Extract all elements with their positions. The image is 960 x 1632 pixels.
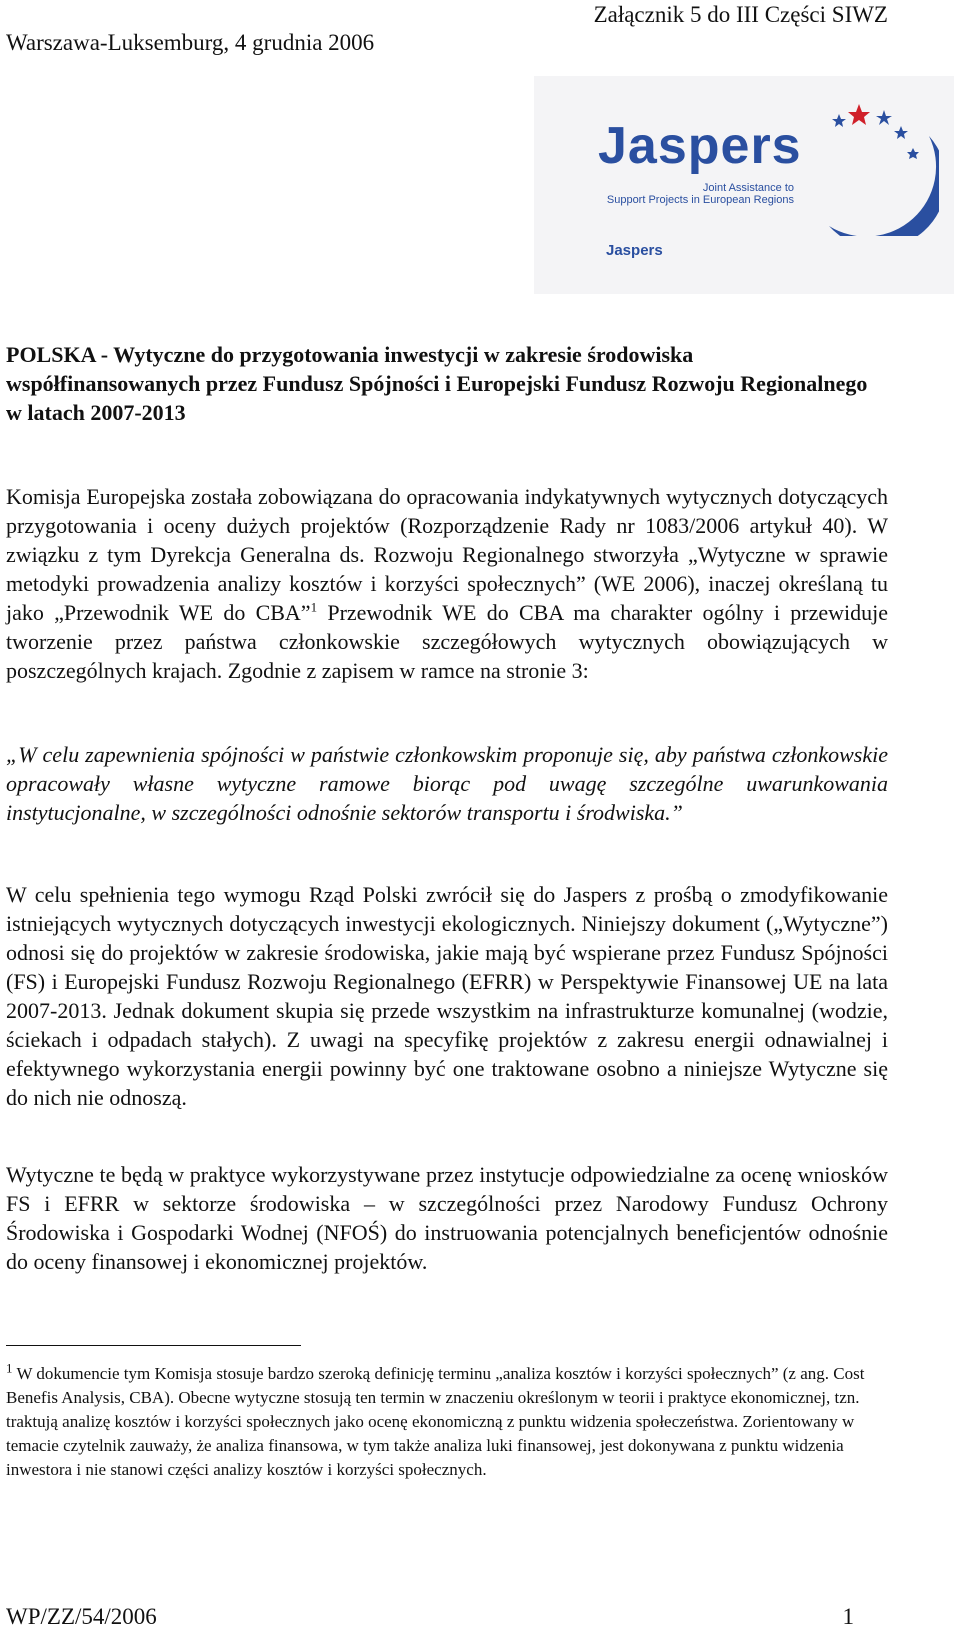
- logo-tagline: [574, 182, 794, 206]
- document-title: POLSKA - Wytyczne do przygotowania inwestycji w zakresie środowiska współfinansowanych przez Fundusz Spójności i Europejski Fundusz Rozwoju Regionalnego w latach 2007-2013: [6, 342, 868, 425]
- paragraph-intro-part1: Komisja Europejska została zobowiązana do opracowania indykatywnych wytycznych dotyczących przygotowania i oceny dużych projektów (Rozporządzenie Rady nr 1083/2006 artykuł 40). W związku z tym Dyrekcja Generalna ds. Rozwoju Regionalnego stworzyła „Wytyczne w sprawie metodyki prowadzenia analizy kosztów i korzyści społecznych” (WE 2006), inaczej określaną tu jako „Przewodnik WE do CBA”: [6, 484, 888, 625]
- annex-label: Załącznik 5 do III Części SIWZ: [593, 2, 888, 27]
- logo-tagline-line2: Support Projects in European Regions: [606, 194, 794, 206]
- page-number: 1: [842, 1604, 854, 1629]
- paragraph-usage: Wytyczne te będą w praktyce wykorzystywane przez instytucje odpowiedzialne za ocenę wniosków FS i EFRR w sektorze środowiska – w szczególności przez Narodowy Fundusz Ochrony Środowiska i Gospodarki Wodnej (NFOŚ) do instruowania potencjalnych beneficjentów odnośnie do oceny finansowej i ekonomicznej projektów.: [6, 1162, 888, 1274]
- logo-small-wordmark: Jaspers: [606, 242, 663, 259]
- paragraph-intro-part2: Przewodnik WE do CBA ma charakter ogólny i przewiduje tworzenie przez państwa członkowskie szczegółowych wytycznych obowiązujących w poszczególnych krajach. Zgodnie z zapisem w ramce na stronie 3:: [6, 600, 888, 683]
- quoted-guideline: „W celu zapewnienia spójności w państwie członkowskim proponuje się, aby państwa członkowskie opracowały własne wytyczne ramowe biorąc pod uwagę szczególne uwarunkowania instytucjonalne, w szczególności odnośnie sektorów transportu i środwiska.”: [6, 742, 888, 825]
- footnote-reference: 1: [310, 599, 318, 615]
- small-crescent-icon: [672, 236, 688, 258]
- place-date: Warszawa-Luksemburg, 4 grudnia 2006: [6, 30, 375, 55]
- footnote-marker: 1: [6, 1360, 13, 1376]
- paragraph-requirement: W celu spełnienia tego wymogu Rząd Polski zwrócił się do Jaspers z prośbą o zmodyfikowanie istniejących wytycznych dotyczących inwestycji ekologicznych. Niniejszy dokument („Wytyczne”) odnosi się do projektów w zakresie środowiska, jakie mają być wspierane przez Fundusz Spójności (FS) i Europejski Fundusz Rozwoju Regionalnego (EFRR) w Perspektywie Finansowej UE na lata 2007-2013. Jednak dokument skupia się przede wszystkim na infrastrukturze komunalnej (wodzie, ściekach i odpadach stałych). Z uwagi na specyfikę projektów z zakresu energii odnawialnej i efektywnego wykorzystania energii powinny być one traktowane osobno a niniejsze Wytyczne się do nich nie odnoszą.: [6, 882, 888, 1110]
- logo-wordmark: Jaspers: [598, 117, 802, 175]
- paragraph-intro: [6, 482, 888, 685]
- logo-tagline-line1: Joint Assistance to: [702, 182, 794, 194]
- footnote: [6, 1362, 888, 1482]
- footnote-text: W dokumencie tym Komisja stosuje bardzo szeroką definicję terminu „analiza kosztów i korzyści społecznych” (z ang. Cost Benefis Analysis, CBA). Obecne wytyczne stosują ten termin w znaczeniu określonym w teorii i praktyce ekonomicznej, tzn. traktują analizę kosztów i korzyści społecznych jako ocenę ekonomiczną z punktu widzenia społeczeństwa. Zorientowany w temacie czytelnik zauważy, że analiza finansowa, w tym także analiza luki finansowej, jest dokonywana z punktu widzenia inwestora i nie stanowi części analizy kosztów i korzyści społecznych.: [6, 1364, 865, 1479]
- crescent-stars-icon: [789, 96, 939, 236]
- document-code: WP/ZZ/54/2006: [6, 1604, 157, 1629]
- jaspers-logo: [534, 76, 954, 294]
- footnote-divider: [6, 1345, 301, 1346]
